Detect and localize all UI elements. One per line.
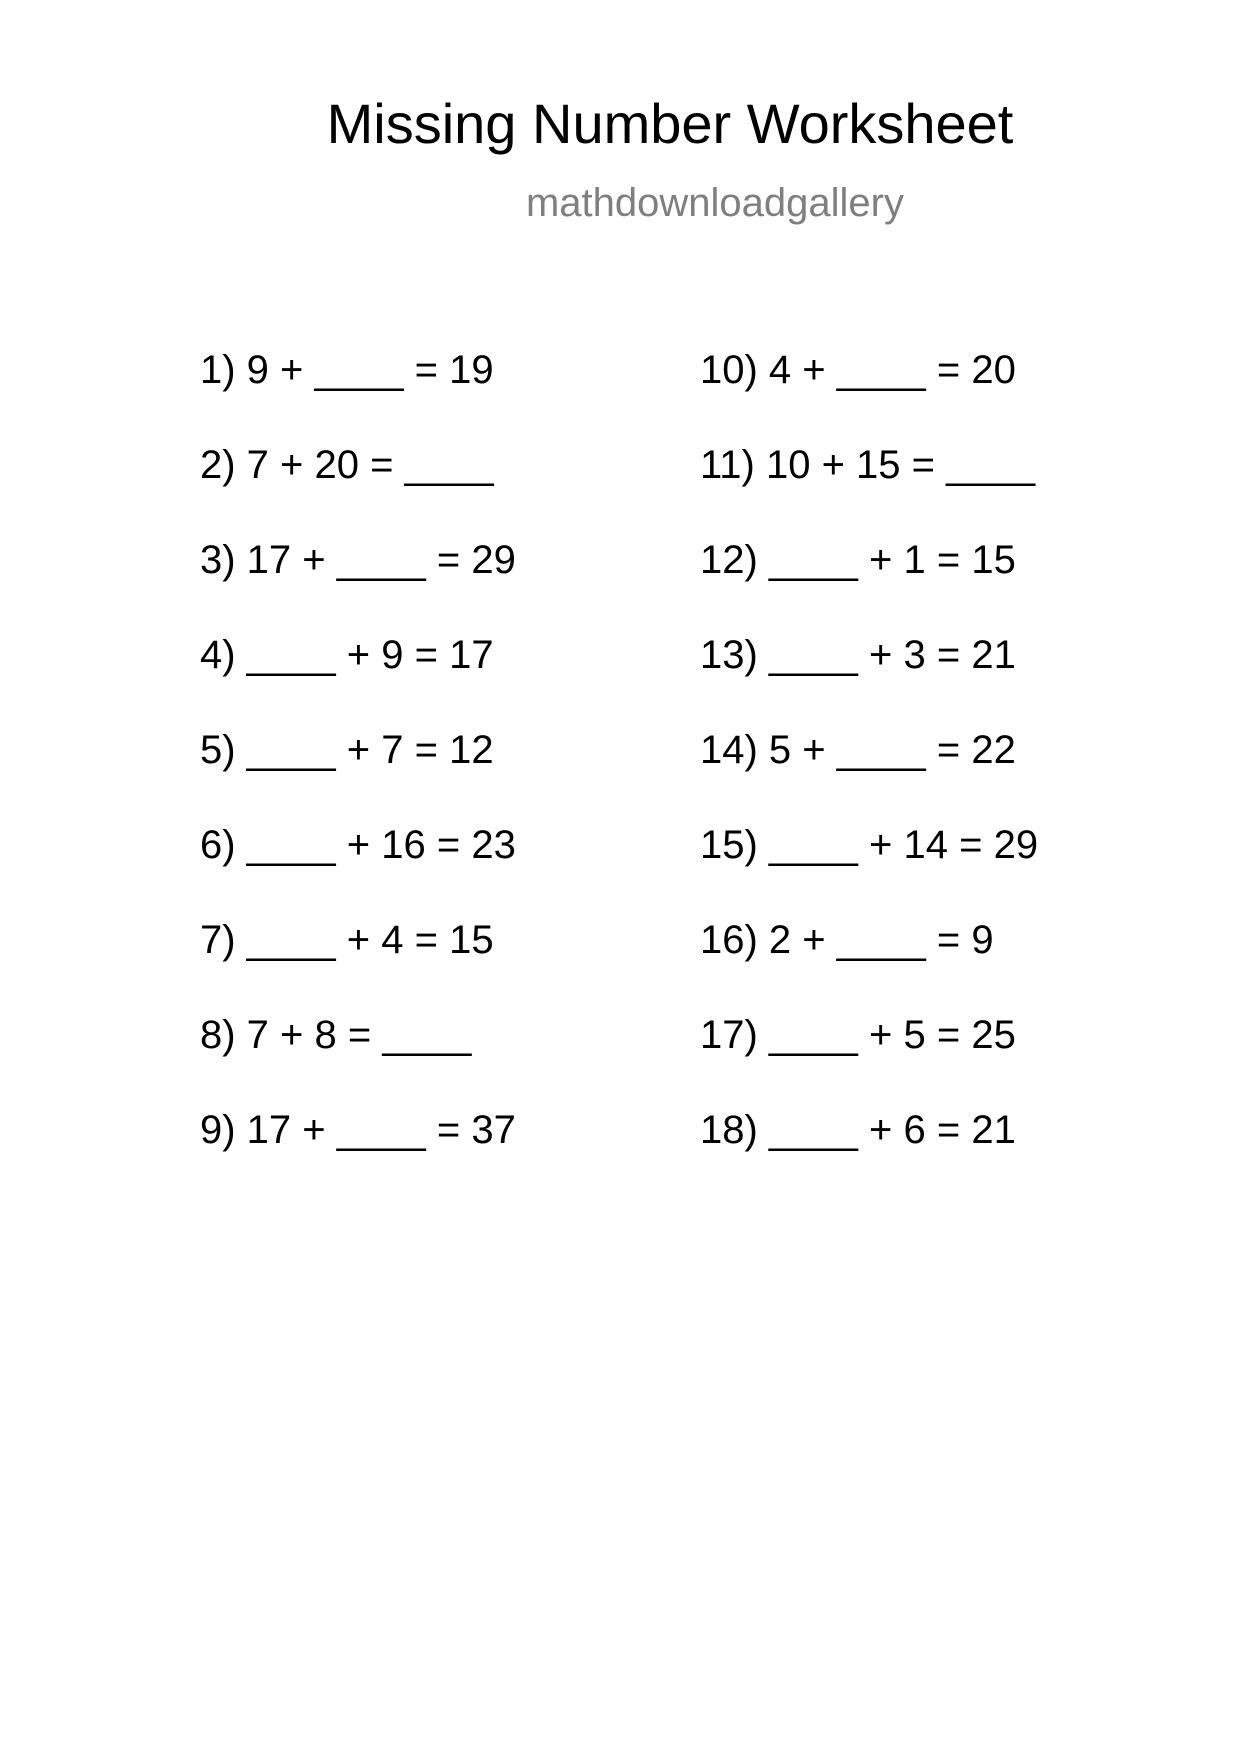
problem-15: 15) ____ + 14 = 29 [700, 823, 1039, 867]
problem-10: 10) 4 + ____ = 20 [700, 348, 1016, 392]
problem-11: 11) 10 + 15 = ____ [700, 443, 1036, 487]
problem-column-left [200, 350, 516, 1205]
problem-1: 1) 9 + ____ = 19 [200, 348, 494, 392]
problem-13: 13) ____ + 3 = 21 [700, 633, 1016, 677]
problem-18: 18) ____ + 6 = 21 [700, 1108, 1016, 1152]
problem-16: 16) 2 + ____ = 9 [700, 918, 994, 962]
worksheet-title: Missing Number Worksheet [326, 92, 1014, 155]
worksheet-source: mathdownloadgallery [525, 181, 904, 225]
problem-4: 4) ____ + 9 = 17 [200, 633, 494, 677]
problem-14: 14) 5 + ____ = 22 [700, 728, 1016, 772]
problem-6: 6) ____ + 16 = 23 [200, 823, 516, 867]
problem-column-right [700, 350, 1038, 1205]
problem-7: 7) ____ + 4 = 15 [200, 918, 494, 962]
problem-5: 5) ____ + 7 = 12 [200, 728, 494, 772]
problem-9: 9) 17 + ____ = 37 [200, 1108, 516, 1152]
problem-3: 3) 17 + ____ = 29 [200, 538, 516, 582]
problem-8: 8) 7 + 8 = ____ [200, 1013, 472, 1057]
problem-2: 2) 7 + 20 = ____ [200, 443, 494, 487]
problem-12: 12) ____ + 1 = 15 [700, 538, 1016, 582]
problem-17: 17) ____ + 5 = 25 [700, 1013, 1016, 1057]
